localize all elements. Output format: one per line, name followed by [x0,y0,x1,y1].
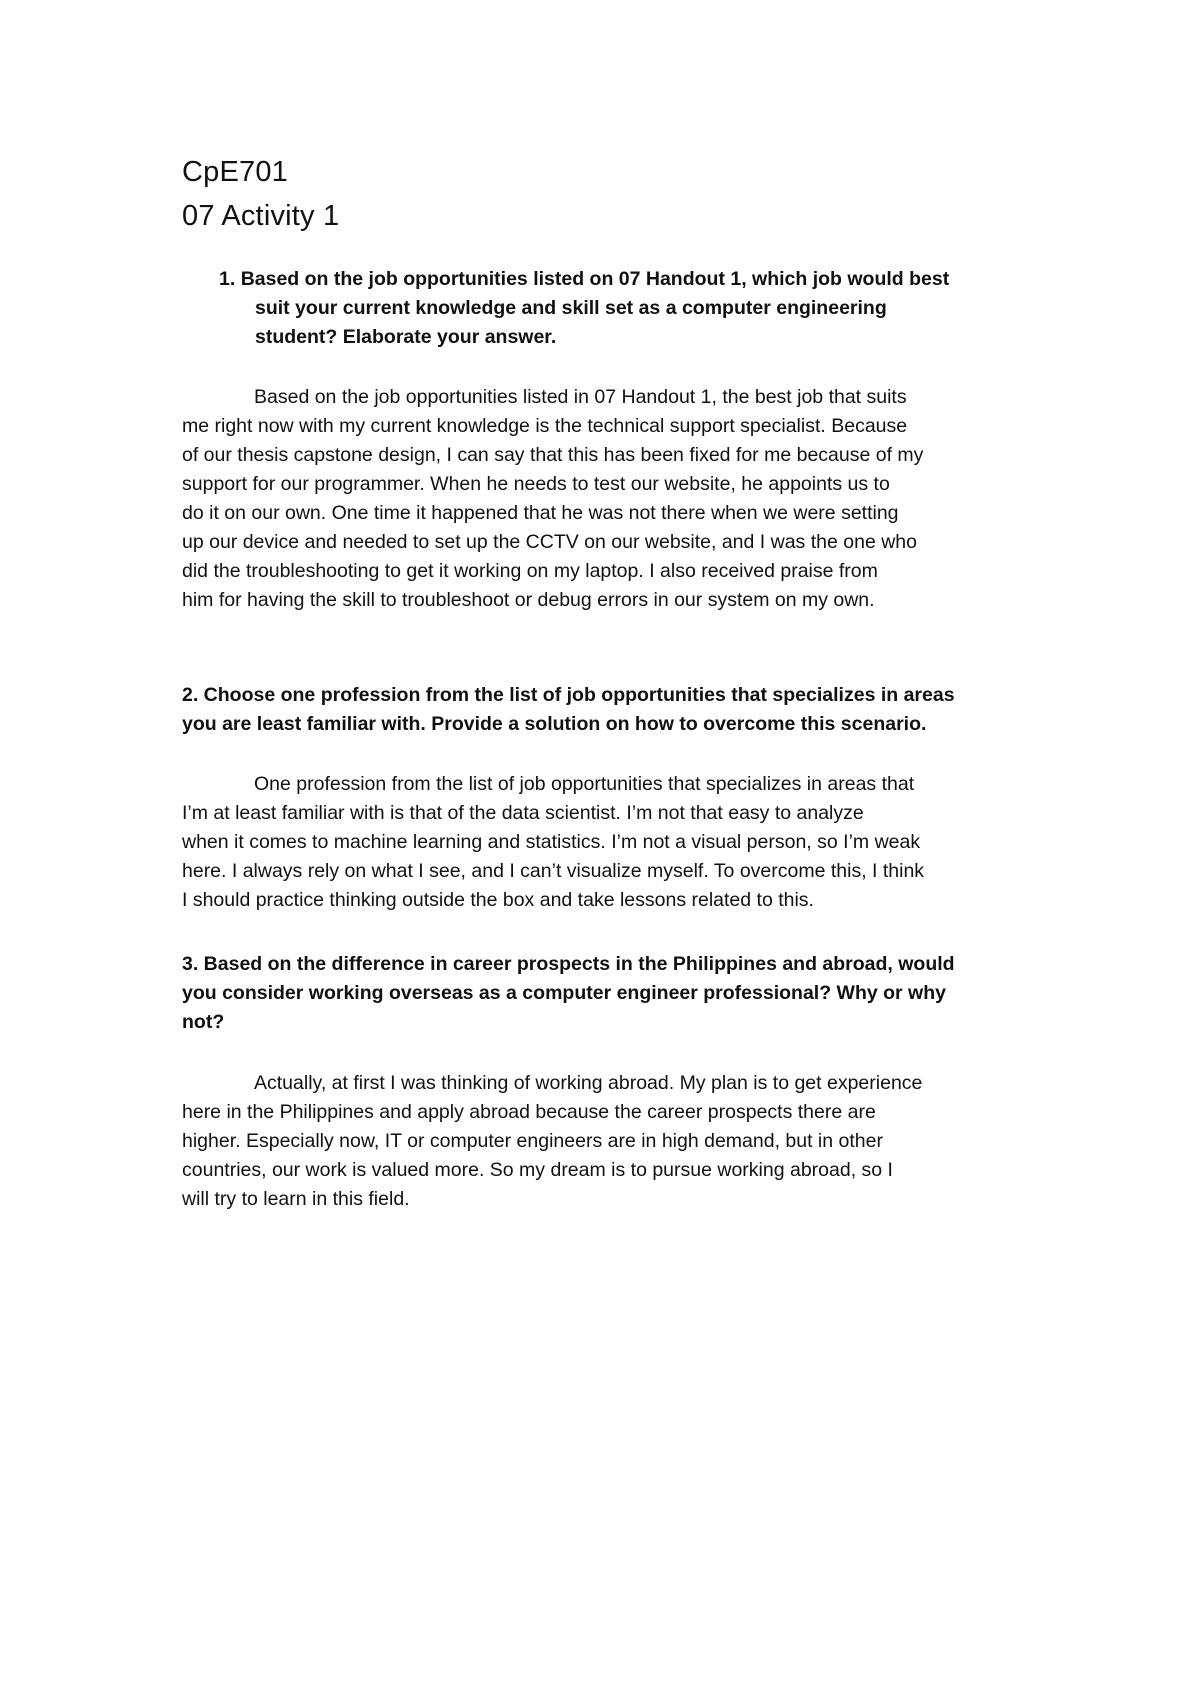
answer-1-line: support for our programmer. When he needs to test our website, he appoints us to [182,473,890,495]
answer-2-line: I’m at least familiar with is that of the data scientist. I’m not that easy to analyze [182,802,864,824]
answer-2-line: here. I always rely on what I see, and I can’t visualize myself. To overcome this, I think [182,860,925,882]
question-3-line: not? [182,1011,225,1033]
answer-1-line: him for having the skill to troubleshoot or debug errors in our system on my own. [182,589,875,611]
course-code: CpE701 [182,156,288,188]
answer-3 [182,1069,1042,1214]
question-3-line: 3. Based on the difference in career prospects in the Philippines and abroad, would [182,953,955,975]
answer-2 [182,770,1042,915]
answer-3-line: countries, our work is valued more. So my dream is to pursue working abroad, so I [182,1159,893,1181]
answer-3-line: here in the Philippines and apply abroad because the career prospects there are [182,1101,876,1123]
answer-2-line: when it comes to machine learning and statistics. I’m not a visual person, so I’m weak [182,831,921,853]
answer-1-line: up our device and needed to set up the CCTV on our website, and I was the one who [182,531,917,553]
question-3-line: you consider working overseas as a computer engineer professional? Why or why [182,982,946,1004]
question-1-line: 1. Based on the job opportunities listed on 07 Handout 1, which job would best [219,268,950,290]
question-3 [182,950,1032,1037]
answer-1 [182,383,1042,615]
question-1-number: 1. [219,268,236,290]
question-1-line: student? Elaborate your answer. [255,326,557,348]
question-1-line: suit your current knowledge and skill set as a computer engineering [255,297,887,319]
activity-title: 07 Activity 1 [182,200,340,232]
question-1 [219,265,1029,352]
answer-1-line: do it on our own. One time it happened that he was not there when we were setting [182,502,899,524]
answer-2-line: One profession from the list of job opportunities that specializes in areas that [254,773,915,795]
answer-3-line: higher. Especially now, IT or computer engineers are in high demand, but in other [182,1130,883,1152]
answer-2-line: I should practice thinking outside the box and take lessons related to this. [182,889,814,911]
answer-3-line: Actually, at first I was thinking of working abroad. My plan is to get experience [254,1072,923,1094]
answer-1-line: Based on the job opportunities listed in 07 Handout 1, the best job that suits [254,386,907,408]
question-2 [182,681,1032,739]
answer-3-line: will try to learn in this field. [182,1188,410,1210]
answer-1-line: of our thesis capstone design, I can say that this has been fixed for me because of my [182,444,924,466]
answer-1-line: me right now with my current knowledge is the technical support specialist. Because [182,415,908,437]
answer-1-line: did the troubleshooting to get it working on my laptop. I also received praise from [182,560,878,582]
question-2-line: 2. Choose one profession from the list of job opportunities that specializes in areas [182,684,955,706]
question-2-line: you are least familiar with. Provide a solution on how to overcome this scenario. [182,713,927,735]
